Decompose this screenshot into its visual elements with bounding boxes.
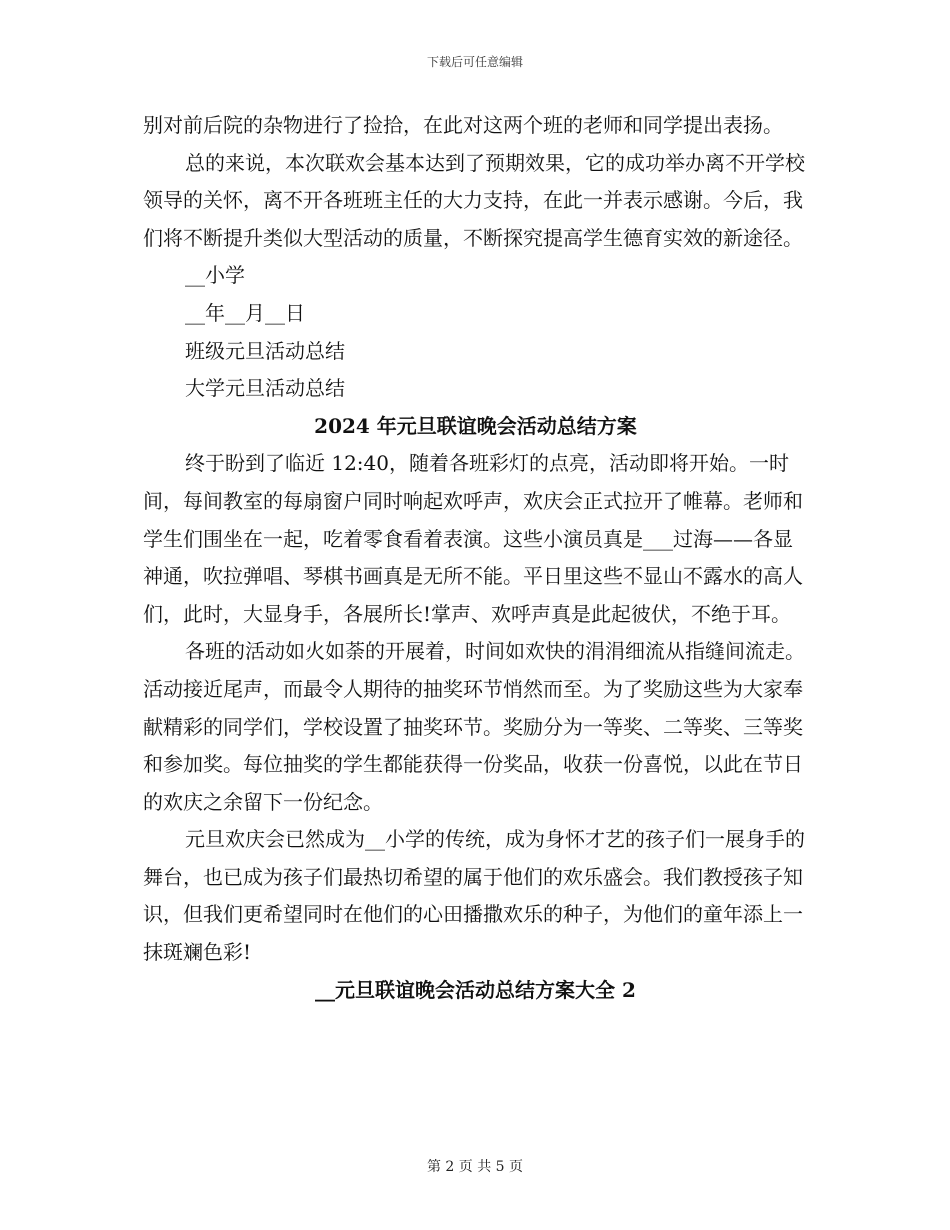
page-footer: 第 2 页 共 5 页 [426, 1159, 524, 1175]
paragraph: 别对前后院的杂物进行了捡拾，在此对这两个班的老师和同学提出表扬。 [143, 113, 783, 137]
signature-date: __年__月__日 [185, 300, 305, 325]
document-body [143, 107, 808, 1009]
paragraph: 元旦欢庆会已然成为__小学的传统，成为身怀才艺的孩子们一展身手的舞台，也已成为孩子们最热切希望的属于他们的欢乐盛会。我们教授孩子知识，但我们更希望同时在他们的心田播撒欢乐的种子，为他们的童年添上一抹斑斓色彩! [143, 827, 805, 965]
signature-school: __小学 [185, 263, 245, 288]
paragraph: 总的来说，本次联欢会基本达到了预期效果，它的成功举办离不开学校领导的关怀，离不开各班班主任的大力支持，在此一并表示感谢。今后，我们将不断提升类似大型活动的质量，不断探究提高学生德育实效的新途径。 [143, 150, 805, 250]
paragraph: 各班的活动如火如荼的开展着，时间如欢快的涓涓细流从指缝间流走。活动接近尾声，而最令人期待的抽奖环节悄然而至。为了奖励这些为大家奉献精彩的同学们，学校设置了抽奖环节。奖励分为一等奖、二等奖、三等奖和参加奖。每位抽奖的学生都能获得一份奖品，收获一份喜悦，以此在节日的欢庆之余留下一份纪念。 [143, 639, 805, 814]
section-heading: 2024 年元旦联谊晚会活动总结方案 [314, 413, 637, 438]
page-header: 下载后可任意编辑 [426, 55, 523, 69]
paragraph: 终于盼到了临近 12:40，随着各班彩灯的点亮，活动即将开始。一时间，每间教室的每扇窗户同时响起欢呼声，欢庆会正式拉开了帷幕。老师和学生们围坐在一起，吃着零食看着表演。这些小演员真是___过海——各显神通，吹拉弹唱、琴棋书画真是无所不能。平日里这些不显山不露水的高人们，此时，大显身手，各展所长!掌声、欢呼声真是此起彼伏，不绝于耳。 [143, 451, 803, 626]
related-title: 班级元旦活动总结 [185, 338, 345, 363]
section-heading: __元旦联谊晚会活动总结方案大全 2 [315, 977, 636, 1002]
related-title: 大学元旦活动总结 [185, 376, 345, 401]
